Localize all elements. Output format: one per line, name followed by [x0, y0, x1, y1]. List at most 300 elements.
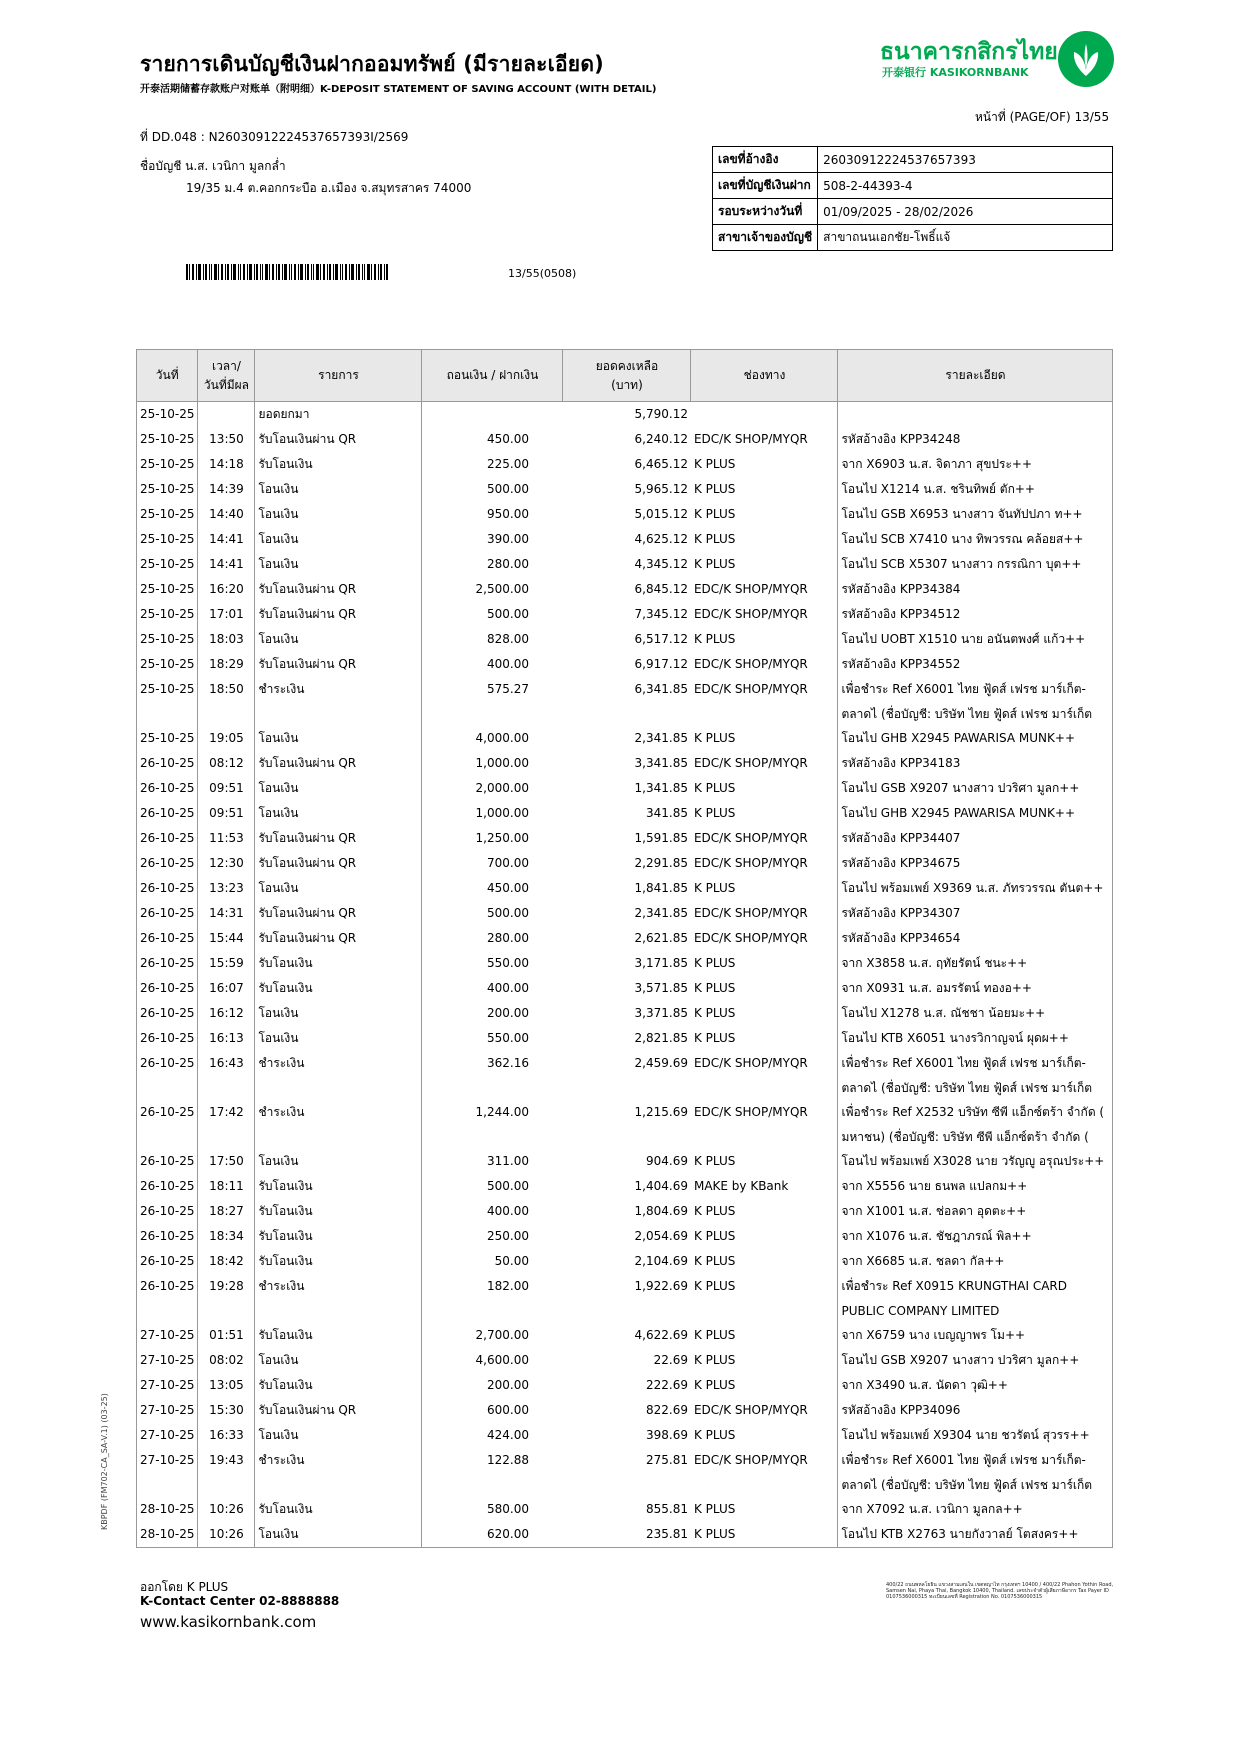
- col-header-description: รายการ: [255, 350, 422, 402]
- detail-line: โอนไป SCB X7410 นาง ทิพวรรณ คล้อยส++: [841, 532, 1084, 546]
- cell-date: 26-10-25: [137, 751, 198, 776]
- cell-time: 15:44: [198, 926, 255, 951]
- cell-detail: [838, 851, 1113, 876]
- cell-detail: [838, 652, 1113, 677]
- cell-amount: 600.00: [422, 1398, 563, 1423]
- cell-balance: 2,341.85: [634, 731, 688, 745]
- info-label: สาขาเจ้าของบัญชี: [713, 225, 818, 251]
- document-number: ที่ DD.048 : N26030912224537657393I/2569: [140, 130, 409, 144]
- cell-channel: EDC/K SHOP/MYQR: [693, 607, 808, 621]
- col-header-detail: รายละเอียด: [838, 350, 1113, 402]
- cell-amount: 500.00: [422, 602, 563, 627]
- cell-amount: 390.00: [422, 527, 563, 552]
- col-header-balance: [563, 350, 691, 402]
- cell-channel: EDC/K SHOP/MYQR: [693, 931, 808, 945]
- cell-description: ชำระเงิน: [255, 1274, 422, 1323]
- cell-channel: EDC/K SHOP/MYQR: [693, 657, 808, 671]
- cell-description: รับโอนเงินผ่าน QR: [255, 826, 422, 851]
- cell-detail: [838, 1026, 1113, 1051]
- cell-amount: 2,500.00: [422, 577, 563, 602]
- cell-date: 27-10-25: [137, 1373, 198, 1398]
- table-row: [137, 677, 1113, 726]
- detail-line: จาก X3490 น.ส. นัดดา วุฒิ++: [841, 1378, 1008, 1392]
- cell-balance: 822.69: [645, 1403, 688, 1417]
- cell-description: โอนเงิน: [255, 876, 422, 901]
- cell-channel: K PLUS: [693, 1502, 736, 1516]
- cell-channel: EDC/K SHOP/MYQR: [693, 831, 808, 845]
- cell-detail: [838, 1224, 1113, 1249]
- detail-line: โอนไป พร้อมเพย์ X9304 นาย ชวรัตน์ สุวรร++: [841, 1428, 1090, 1442]
- cell-amount: 280.00: [422, 926, 563, 951]
- cell-amount: 280.00: [422, 552, 563, 577]
- cell-date: 25-10-25: [137, 677, 198, 726]
- cell-description: โอนเงิน: [255, 552, 422, 577]
- cell-balance: 222.69: [645, 1378, 688, 1392]
- cell-amount: 500.00: [422, 901, 563, 926]
- cell-date: 25-10-25: [137, 577, 198, 602]
- col-header-channel: ช่องทาง: [691, 350, 838, 402]
- detail-line: รหัสอ้างอิง KPP34512: [841, 607, 961, 621]
- cell-channel: K PLUS: [693, 731, 736, 745]
- detail-line: จาก X5556 นาย ธนพล แปลกม++: [841, 1179, 1028, 1193]
- cell-time: 18:27: [198, 1199, 255, 1224]
- cell-balance: 6,517.12: [634, 632, 688, 646]
- cell-time: 10:26: [198, 1522, 255, 1548]
- cell-amount: 4,600.00: [422, 1348, 563, 1373]
- cell-detail: [838, 1373, 1113, 1398]
- col-header-balance-line2: (บาท): [611, 377, 643, 392]
- cell-amount: 4,000.00: [422, 726, 563, 751]
- contact-center: K-Contact Center 02-8888888: [140, 1594, 340, 1608]
- table-row: [137, 1348, 1113, 1373]
- cell-date: 25-10-25: [137, 452, 198, 477]
- table-row: [137, 452, 1113, 477]
- cell-date: 26-10-25: [137, 926, 198, 951]
- cell-detail: [838, 477, 1113, 502]
- info-value: สาขาถนนเอกชัย-โพธิ์แจ้: [818, 225, 1113, 251]
- table-row: [137, 502, 1113, 527]
- cell-balance: 275.81: [645, 1453, 688, 1467]
- detail-line: รหัสอ้างอิง KPP34552: [841, 657, 961, 671]
- cell-amount: 250.00: [422, 1224, 563, 1249]
- table-row: [137, 477, 1113, 502]
- bank-name: ธนาคารกสิกรไทย: [880, 39, 1058, 65]
- transaction-rows: [137, 402, 1113, 1548]
- cell-channel: EDC/K SHOP/MYQR: [693, 1403, 808, 1417]
- detail-line: รหัสอ้างอิง KPP34183: [841, 756, 961, 770]
- cell-time: 08:02: [198, 1348, 255, 1373]
- cell-balance: 1,922.69: [634, 1279, 688, 1293]
- cell-date: 26-10-25: [137, 901, 198, 926]
- cell-description: ชำระเงิน: [255, 1448, 422, 1497]
- account-info-table: [712, 146, 1113, 251]
- cell-time: 14:39: [198, 477, 255, 502]
- cell-time: 13:05: [198, 1373, 255, 1398]
- cell-detail: [838, 1522, 1113, 1548]
- cell-description: โอนเงิน: [255, 527, 422, 552]
- cell-balance: 6,845.12: [634, 582, 688, 596]
- table-row: [137, 602, 1113, 627]
- bank-website: www.kasikornbank.com: [140, 1613, 317, 1631]
- table-row: [137, 801, 1113, 826]
- cell-detail: [838, 726, 1113, 751]
- cell-description: โอนเงิน: [255, 627, 422, 652]
- cell-detail: [838, 552, 1113, 577]
- cell-description: รับโอนเงินผ่าน QR: [255, 926, 422, 951]
- col-header-time-line1: เวลา/: [211, 358, 241, 373]
- cell-date: 28-10-25: [137, 1522, 198, 1548]
- cell-channel: K PLUS: [693, 507, 736, 521]
- cell-amount: 575.27: [422, 677, 563, 726]
- cell-time: 16:07: [198, 976, 255, 1001]
- cell-description: รับโอนเงิน: [255, 1174, 422, 1199]
- cell-description: โอนเงิน: [255, 726, 422, 751]
- cell-balance: 1,404.69: [634, 1179, 688, 1193]
- cell-amount: 828.00: [422, 627, 563, 652]
- cell-date: 27-10-25: [137, 1323, 198, 1348]
- cell-amount: 2,700.00: [422, 1323, 563, 1348]
- cell-description: รับโอนเงินผ่าน QR: [255, 577, 422, 602]
- cell-amount: 450.00: [422, 427, 563, 452]
- cell-amount: 400.00: [422, 976, 563, 1001]
- info-value: 508-2-44393-4: [818, 173, 1113, 199]
- cell-description: รับโอนเงิน: [255, 1224, 422, 1249]
- detail-line: โอนไป พร้อมเพย์ X9369 น.ส. ภัทรวรรณ ตันต++: [841, 881, 1104, 895]
- cell-balance: 6,240.12: [634, 432, 688, 446]
- cell-time: 14:18: [198, 452, 255, 477]
- cell-channel: K PLUS: [693, 1428, 736, 1442]
- col-header-time: [198, 350, 255, 402]
- cell-channel: EDC/K SHOP/MYQR: [693, 1453, 808, 1467]
- table-row: [137, 427, 1113, 452]
- cell-channel: K PLUS: [693, 1006, 736, 1020]
- statement-subtitle: 开泰活期储蓄存款账户对账单（附明细）K-DEPOSIT STATEMENT OF SAVING ACCOUNT (WITH DETAIL): [140, 84, 657, 95]
- table-row: [137, 851, 1113, 876]
- detail-line: รหัสอ้างอิง KPP34675: [841, 856, 961, 870]
- cell-time: 13:23: [198, 876, 255, 901]
- cell-time: [198, 402, 255, 428]
- cell-amount: 122.88: [422, 1448, 563, 1497]
- col-header-balance-line1: ยอดคงเหลือ: [595, 358, 659, 373]
- detail-line: โอนไป GSB X9207 นางสาว ปวริศา มูลก++: [841, 1353, 1080, 1367]
- cell-time: 16:33: [198, 1423, 255, 1448]
- cell-time: 15:30: [198, 1398, 255, 1423]
- cell-detail: [838, 1423, 1113, 1448]
- cell-channel: K PLUS: [693, 1279, 736, 1293]
- cell-channel: EDC/K SHOP/MYQR: [693, 1105, 808, 1119]
- detail-line: โอนไป GSB X9207 นางสาว ปวริศา มูลก++: [841, 781, 1080, 795]
- detail-line: โอนไป KTB X6051 นางรวิกาญจน์ ผุดผ++: [841, 1031, 1069, 1045]
- detail-line: รหัสอ้างอิง KPP34307: [841, 906, 961, 920]
- table-row: [137, 726, 1113, 751]
- info-row-period: [713, 199, 1113, 225]
- cell-balance: 2,104.69: [634, 1254, 688, 1268]
- detail-line: จาก X7092 น.ส. เวนิกา มูลกล++: [841, 1502, 1023, 1516]
- cell-detail: [838, 951, 1113, 976]
- detail-line: รหัสอ้างอิง KPP34407: [841, 831, 961, 845]
- cell-amount: 1,000.00: [422, 751, 563, 776]
- cell-description: รับโอนเงินผ่าน QR: [255, 602, 422, 627]
- cell-date: 27-10-25: [137, 1348, 198, 1373]
- detail-line-continued: ตลาดไ (ชื่อบัญชี: บริษัท ไทย ฟู้ดส์ เฟรช มาร์เก็ต: [841, 1081, 1093, 1095]
- table-row: [137, 926, 1113, 951]
- cell-description: รับโอนเงินผ่าน QR: [255, 851, 422, 876]
- detail-line: จาก X1001 น.ส. ช่อลดา อุดตะ++: [841, 1204, 1027, 1218]
- cell-description: โอนเงิน: [255, 776, 422, 801]
- cell-balance: 398.69: [645, 1428, 688, 1442]
- detail-line: เพื่อชำระ Ref X0915 KRUNGTHAI CARD: [841, 1279, 1067, 1293]
- table-row: [137, 652, 1113, 677]
- cell-amount: 225.00: [422, 452, 563, 477]
- table-row: [137, 1398, 1113, 1423]
- table-row: [137, 1174, 1113, 1199]
- cell-amount: 580.00: [422, 1497, 563, 1522]
- cell-time: 19:28: [198, 1274, 255, 1323]
- table-row: [137, 1323, 1113, 1348]
- cell-channel: EDC/K SHOP/MYQR: [693, 856, 808, 870]
- cell-channel: K PLUS: [693, 1031, 736, 1045]
- cell-balance: 1,341.85: [634, 781, 688, 795]
- barcode-number: 13/55(0508): [508, 267, 577, 280]
- cell-channel: K PLUS: [693, 881, 736, 895]
- detail-line: เพื่อชำระ Ref X6001 ไทย ฟู้ดส์ เฟรช มาร์เก็ต-: [841, 1056, 1086, 1070]
- cell-channel: K PLUS: [693, 457, 736, 471]
- cell-time: 17:01: [198, 602, 255, 627]
- cell-time: 19:05: [198, 726, 255, 751]
- detail-line: โอนไป GHB X2945 PAWARISA MUNK++: [841, 731, 1076, 745]
- table-row: [137, 826, 1113, 851]
- cell-time: 09:51: [198, 801, 255, 826]
- cell-amount: 424.00: [422, 1423, 563, 1448]
- cell-date: 28-10-25: [137, 1497, 198, 1522]
- cell-detail: [838, 1448, 1113, 1497]
- cell-detail: [838, 1199, 1113, 1224]
- table-row: [137, 1051, 1113, 1100]
- table-row: [137, 577, 1113, 602]
- cell-amount: 550.00: [422, 951, 563, 976]
- cell-channel: EDC/K SHOP/MYQR: [693, 432, 808, 446]
- detail-line: โอนไป KTB X2763 นายกังวาลย์ โตสงคร++: [841, 1527, 1079, 1541]
- cell-balance: 1,215.69: [634, 1105, 688, 1119]
- kasikornbank-logo-icon: [1057, 30, 1115, 88]
- cell-detail: [838, 602, 1113, 627]
- cell-amount: 620.00: [422, 1522, 563, 1548]
- detail-line-continued: ตลาดไ (ชื่อบัญชี: บริษัท ไทย ฟู้ดส์ เฟรช มาร์เก็ต: [841, 1478, 1093, 1492]
- cell-channel: K PLUS: [693, 1229, 736, 1243]
- table-row: [137, 1249, 1113, 1274]
- cell-description: โอนเงิน: [255, 801, 422, 826]
- bank-address-fine-print: 400/22 ถนนพหลโยธิน แขวงสามเสนใน เขตพญาไท กรุงเทพฯ 10400 / 400/22 Phahon Yothin Road, Samsen Nai, Phaya Thai, Bangkok 10400, Thailand. เลขประจำตัวผู้เสียภาษีอากร Tax Payer ID 0107536000315 ทะเบียนเลขที่ Registration No. 0107536000315: [886, 1582, 1114, 1600]
- cell-amount: 950.00: [422, 502, 563, 527]
- cell-detail: [838, 1100, 1113, 1149]
- cell-date: 26-10-25: [137, 1174, 198, 1199]
- table-row: [137, 1497, 1113, 1522]
- cell-time: 14:31: [198, 901, 255, 926]
- cell-date: 27-10-25: [137, 1398, 198, 1423]
- cell-time: 18:34: [198, 1224, 255, 1249]
- cell-description: โอนเงิน: [255, 1149, 422, 1174]
- cell-description: รับโอนเงิน: [255, 976, 422, 1001]
- cell-date: 26-10-25: [137, 876, 198, 901]
- cell-time: 16:43: [198, 1051, 255, 1100]
- cell-balance: 7,345.12: [634, 607, 688, 621]
- cell-balance: 2,821.85: [634, 1031, 688, 1045]
- barcode: [186, 264, 388, 280]
- cell-amount: 1,244.00: [422, 1100, 563, 1149]
- cell-description: โอนเงิน: [255, 1423, 422, 1448]
- detail-line: จาก X0931 น.ส. อมรรัตน์ ทองอ++: [841, 981, 1032, 995]
- cell-channel: K PLUS: [693, 1328, 736, 1342]
- cell-amount: 2,000.00: [422, 776, 563, 801]
- cell-time: 15:59: [198, 951, 255, 976]
- cell-time: 11:53: [198, 826, 255, 851]
- info-label: รอบระหว่างวันที่: [713, 199, 818, 225]
- cell-channel: K PLUS: [693, 1154, 736, 1168]
- col-header-amount: ถอนเงิน / ฝากเงิน: [422, 350, 563, 402]
- cell-balance: 4,625.12: [634, 532, 688, 546]
- cell-channel: K PLUS: [693, 532, 736, 546]
- cell-detail: [838, 926, 1113, 951]
- cell-detail: [838, 677, 1113, 726]
- cell-balance: 235.81: [563, 1522, 691, 1548]
- cell-date: 25-10-25: [137, 477, 198, 502]
- cell-time: 14:41: [198, 527, 255, 552]
- cell-detail: [838, 1051, 1113, 1100]
- cell-balance: 6,341.85: [634, 682, 688, 696]
- info-row-reference: [713, 147, 1113, 173]
- cell-time: 14:41: [198, 552, 255, 577]
- detail-line: โอนไป พร้อมเพย์ X3028 นาย วรัญญู อรุณประ++: [841, 1154, 1105, 1168]
- cell-date: 26-10-25: [137, 826, 198, 851]
- table-row: [137, 1001, 1113, 1026]
- cell-detail: [838, 826, 1113, 851]
- table-row: [137, 402, 1113, 428]
- account-name: ชื่อบัญชี น.ส. เวนิกา มูลกล่ำ: [140, 159, 286, 173]
- cell-time: 18:50: [198, 677, 255, 726]
- cell-description: รับโอนเงินผ่าน QR: [255, 427, 422, 452]
- cell-description: โอนเงิน: [255, 1026, 422, 1051]
- cell-channel: K PLUS: [693, 1254, 736, 1268]
- cell-date: 27-10-25: [137, 1448, 198, 1497]
- cell-time: 16:20: [198, 577, 255, 602]
- info-label: เลขที่บัญชีเงินฝาก: [713, 173, 818, 199]
- cell-date: 25-10-25: [137, 726, 198, 751]
- cell-description: โอนเงิน: [255, 1001, 422, 1026]
- cell-detail: [838, 751, 1113, 776]
- cell-channel: EDC/K SHOP/MYQR: [693, 582, 808, 596]
- cell-date: 25-10-25: [137, 402, 198, 428]
- cell-description: รับโอนเงินผ่าน QR: [255, 751, 422, 776]
- cell-detail: [838, 1001, 1113, 1026]
- table-row: [137, 901, 1113, 926]
- cell-amount: 50.00: [422, 1249, 563, 1274]
- cell-balance: 2,341.85: [634, 906, 688, 920]
- cell-description: โอนเงิน: [255, 502, 422, 527]
- cell-amount: 362.16: [422, 1051, 563, 1100]
- cell-channel: MAKE by KBank: [693, 1179, 789, 1193]
- cell-channel: K PLUS: [691, 1522, 838, 1548]
- cell-balance: 1,591.85: [634, 831, 688, 845]
- cell-time: 18:11: [198, 1174, 255, 1199]
- table-row: [137, 1448, 1113, 1497]
- page-indicator: หน้าที่ (PAGE/OF) 13/55: [975, 110, 1110, 124]
- table-row: [137, 776, 1113, 801]
- cell-description: โอนเงิน: [255, 1348, 422, 1373]
- cell-amount: 550.00: [422, 1026, 563, 1051]
- cell-description: รับโอนเงิน: [255, 1249, 422, 1274]
- cell-date: 25-10-25: [137, 527, 198, 552]
- cell-description: รับโอนเงินผ่าน QR: [255, 901, 422, 926]
- cell-balance: 5,965.12: [634, 482, 688, 496]
- cell-detail: [838, 1497, 1113, 1522]
- cell-balance: 904.69: [645, 1154, 688, 1168]
- detail-line: โอนไป X1214 น.ส. ชรินทิพย์ ตัก++: [841, 482, 1035, 496]
- cell-time: 14:40: [198, 502, 255, 527]
- info-row-branch: [713, 225, 1113, 251]
- cell-balance: 3,371.85: [634, 1006, 688, 1020]
- info-row-account-number: [713, 173, 1113, 199]
- detail-line: เพื่อชำระ Ref X2532 บริษัท ซีพี แอ็กซ์ตร้า จำกัด (: [841, 1105, 1105, 1119]
- cell-balance: 4,345.12: [634, 557, 688, 571]
- cell-amount: 182.00: [422, 1274, 563, 1323]
- cell-channel: K PLUS: [693, 806, 736, 820]
- table-row: [137, 1373, 1113, 1398]
- cell-balance: 3,171.85: [634, 956, 688, 970]
- cell-detail: [838, 776, 1113, 801]
- cell-time: 10:26: [198, 1497, 255, 1522]
- cell-detail: [838, 1149, 1113, 1174]
- detail-line: จาก X3858 น.ส. ฤทัยรัตน์ ชนะ++: [841, 956, 1028, 970]
- cell-time: 13:50: [198, 427, 255, 452]
- cell-balance: 3,571.85: [634, 981, 688, 995]
- detail-line: จาก X6685 น.ส. ชลดา กัล++: [841, 1254, 1005, 1268]
- cell-date: 26-10-25: [137, 1224, 198, 1249]
- cell-detail: [838, 1348, 1113, 1373]
- table-row: [137, 552, 1113, 577]
- cell-date: 25-10-25: [137, 427, 198, 452]
- cell-description: ชำระเงิน: [255, 677, 422, 726]
- cell-detail: [838, 901, 1113, 926]
- table-row: [137, 1199, 1113, 1224]
- cell-date: 25-10-25: [137, 652, 198, 677]
- cell-balance: 2,291.85: [634, 856, 688, 870]
- cell-description: ชำระเงิน: [255, 1051, 422, 1100]
- cell-channel: K PLUS: [693, 1378, 736, 1392]
- cell-channel: EDC/K SHOP/MYQR: [693, 906, 808, 920]
- cell-time: 18:42: [198, 1249, 255, 1274]
- cell-date: 26-10-25: [137, 801, 198, 826]
- cell-date: 25-10-25: [137, 627, 198, 652]
- cell-detail: [838, 801, 1113, 826]
- info-value: 26030912224537657393: [818, 147, 1113, 173]
- cell-balance: 5,790.12: [634, 407, 688, 421]
- cell-amount: 500.00: [422, 1174, 563, 1199]
- cell-time: 09:51: [198, 776, 255, 801]
- cell-time: 17:50: [198, 1149, 255, 1174]
- cell-detail: [838, 452, 1113, 477]
- table-row: [137, 1149, 1113, 1174]
- col-header-date: วันที่: [137, 350, 198, 402]
- cell-detail: [838, 427, 1113, 452]
- cell-date: 26-10-25: [137, 1199, 198, 1224]
- cell-date: 25-10-25: [137, 502, 198, 527]
- detail-line-continued: PUBLIC COMPANY LIMITED: [841, 1304, 1000, 1318]
- cell-description: รับโอนเงิน: [255, 1199, 422, 1224]
- detail-line: รหัสอ้างอิง KPP34248: [841, 432, 961, 446]
- table-header-row: [137, 350, 1113, 402]
- cell-date: 26-10-25: [137, 976, 198, 1001]
- detail-line: เพื่อชำระ Ref X6001 ไทย ฟู้ดส์ เฟรช มาร์เก็ต-: [841, 1453, 1086, 1467]
